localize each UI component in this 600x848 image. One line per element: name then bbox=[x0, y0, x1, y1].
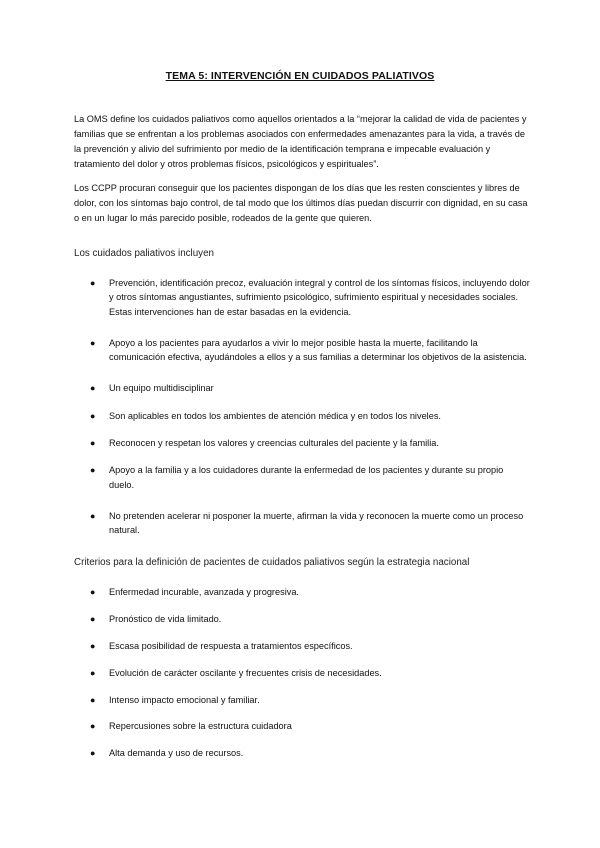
bullet-icon: ● bbox=[90, 278, 96, 288]
list-item bbox=[90, 409, 530, 423]
bullet-icon: ● bbox=[90, 510, 96, 521]
bullet-icon: ● bbox=[90, 438, 96, 449]
bullet-icon: ● bbox=[90, 337, 96, 348]
bullet-icon: ● bbox=[90, 640, 96, 651]
list-item bbox=[90, 719, 530, 733]
list-item bbox=[90, 276, 530, 319]
list-item-text: No pretenden acelerar ni posponer la muerte, afirman la vida y reconocen la muerte como un proceso natural. bbox=[109, 510, 524, 536]
list-item-text: Apoyo a la familia y a los cuidadores durante la enfermedad de los pacientes y durante su propio duelo. bbox=[109, 465, 504, 490]
list-item-text: Prevención, identificación precoz, evaluación integral y control de los síntomas físicos, incluyendo dolor y otros síntomas angustiantes, sufrimiento psicológico, sufrimiento espiritual y necesidades sociales. Estas intervenciones han de estar basadas en la evidencia. bbox=[109, 278, 530, 317]
list-item-text: Reconocen y respetan los valores y creencias culturales del paciente y la familia. bbox=[109, 438, 439, 449]
list-item-text: Repercusiones sobre la estructura cuidadora bbox=[109, 721, 292, 732]
list-item bbox=[90, 381, 530, 395]
list-item bbox=[90, 693, 530, 707]
bullet-icon: ● bbox=[90, 667, 96, 678]
section-heading-criteria: Criterios para la definición de pacientes de cuidados paliativos según la estrategia nacional bbox=[74, 557, 470, 568]
intro-paragraph-ccpp: Los CCPP procuran conseguir que los pacientes dispongan de los días que les resten conscientes y libres de dolor, con los síntomas bajo control, de tal modo que los últimos días puedan discurrir con dignidad, en su casa o en un lugar lo más parecido posible, rodeados de la gente que quieren. bbox=[74, 183, 528, 223]
bullet-icon: ● bbox=[90, 410, 96, 421]
includes-list bbox=[90, 276, 530, 538]
document-title: TEMA 5: INTERVENCIÓN EN CUIDADOS PALIATIVOS bbox=[165, 70, 435, 82]
bullet-icon: ● bbox=[90, 748, 96, 759]
list-item-text: Son aplicables en todos los ambientes de atención médica y en todos los niveles. bbox=[109, 410, 441, 421]
bullet-icon: ● bbox=[90, 721, 96, 732]
list-item bbox=[90, 612, 530, 626]
list-item-text: Un equipo multidisciplinar bbox=[109, 383, 214, 394]
list-item bbox=[90, 639, 530, 653]
bullet-icon: ● bbox=[90, 465, 96, 476]
bullet-icon: ● bbox=[90, 383, 96, 394]
bullet-icon: ● bbox=[90, 694, 96, 705]
list-item bbox=[90, 509, 530, 538]
list-item-text: Enfermedad incurable, avanzada y progresiva. bbox=[109, 587, 299, 597]
list-item bbox=[90, 436, 530, 450]
bullet-icon: ● bbox=[90, 613, 96, 624]
list-item-text: Escasa posibilidad de respuesta a tratamientos específicos. bbox=[109, 640, 353, 651]
list-item bbox=[90, 336, 530, 365]
intro-paragraph-oms: La OMS define los cuidados paliativos como aquellos orientados a la “mejorar la calidad de vida de pacientes y familias que se enfrentan a los problemas asociados con enfermedades amenazantes para la vida, a través de la prevención y alivio del sufrimiento por medio de la identificación temprana e impecable evaluación y tratamiento del dolor y otros problemas físicos, psicológicos y espirituales”. bbox=[74, 114, 527, 169]
section-heading-includes: Los cuidados paliativos incluyen bbox=[74, 248, 214, 259]
list-item bbox=[90, 585, 530, 599]
list-item bbox=[90, 666, 530, 680]
criteria-list bbox=[90, 585, 530, 773]
list-item-text: Pronóstico de vida limitado. bbox=[109, 613, 222, 624]
list-item-text: Alta demanda y uso de recursos. bbox=[109, 748, 244, 759]
list-item-text: Intenso impacto emocional y familiar. bbox=[109, 694, 260, 705]
list-item-text: Evolución de carácter oscilante y frecuentes crisis de necesidades. bbox=[109, 667, 382, 678]
bullet-icon: ● bbox=[90, 587, 96, 597]
list-item bbox=[90, 463, 530, 492]
list-item-text: Apoyo a los pacientes para ayudarlos a vivir lo mejor posible hasta la muerte, facilitando la comunicación efectiva, ayudándoles a ellos y a sus familias a determinar los objetivos de la asistencia. bbox=[109, 337, 527, 363]
list-item bbox=[90, 746, 530, 760]
